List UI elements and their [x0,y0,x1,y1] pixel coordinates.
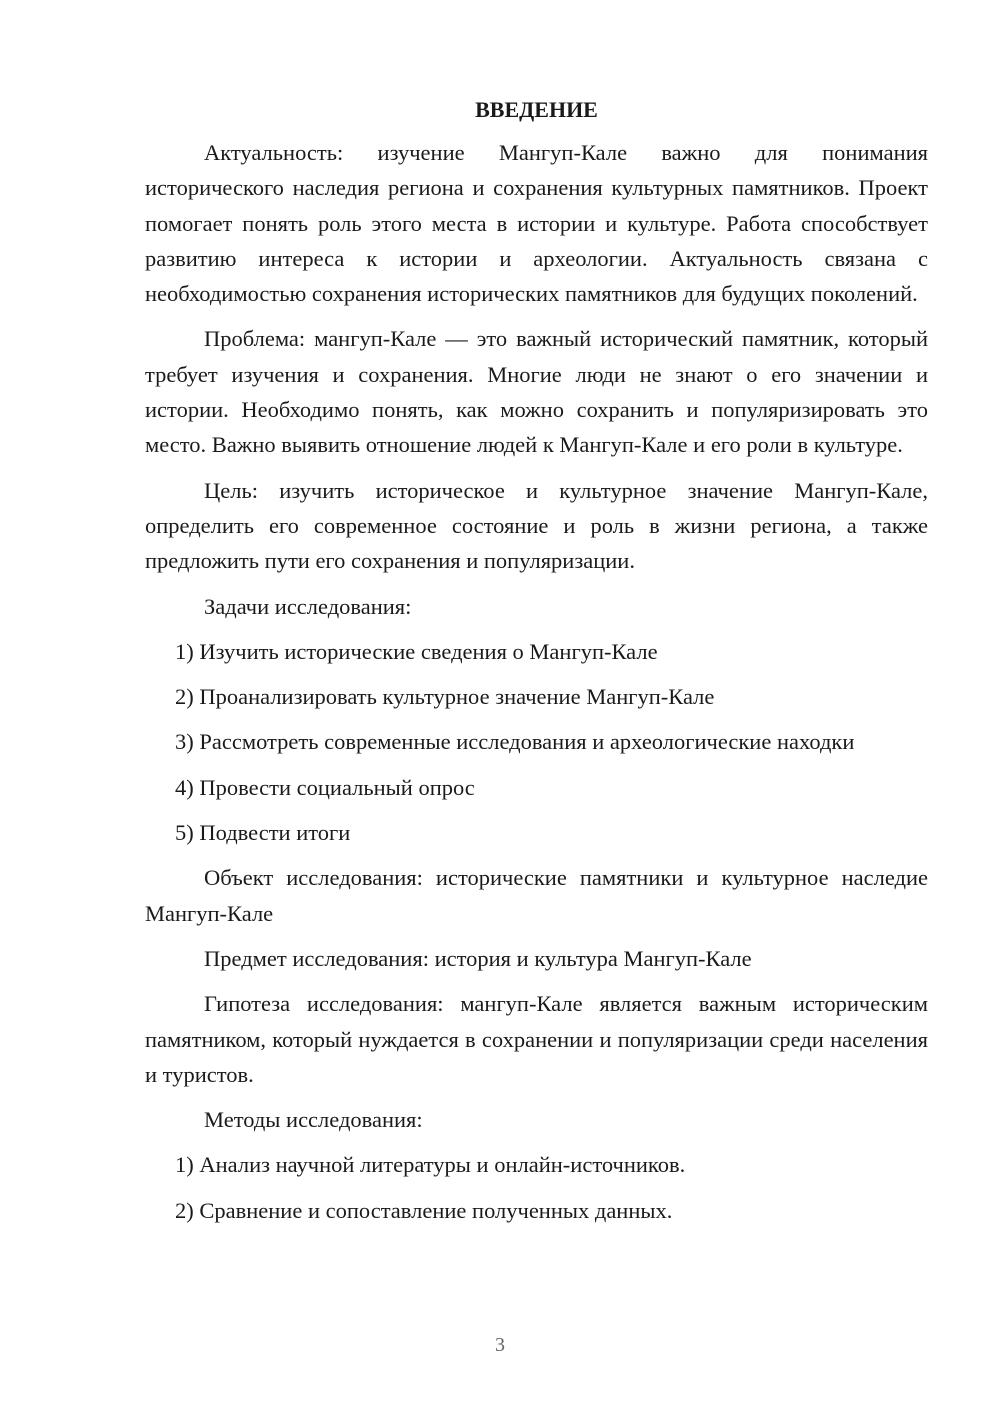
tasks-heading: Задачи исследования: [204,593,412,619]
list-item: 1) Анализ научной литературы и онлайн-источников. [175,1152,686,1178]
relevance-paragraph: Актуальность: изучение Мангуп-Кале важно для понимания исторического наследия региона и сохранения культурных памятников. Проект помогает понять роль этого места в истории и культуре. Работа способствует развитию интереса к истории и археологии. Актуальность связана с необходимостью сохранения исторических памятников для будущих поколений. [145,140,928,307]
list-item: 4) Провести социальный опрос [175,774,475,800]
hypothesis-paragraph: Гипотеза исследования: мангуп-Кале является важным историческим памятником, который нуждается в сохранении и популяризации среди населения и туристов. [145,991,928,1087]
methods-list [145,1147,928,1228]
list-item: 2) Проанализировать культурное значение Мангуп-Кале [175,684,715,710]
tasks-list [145,634,928,850]
problem-paragraph: Проблема: мангуп-Кале — это важный исторический памятник, который требует изучения и сохранения. Многие люди не знают о его значении и истории. Необходимо понять, как можно сохранить и популяризировать это место. Важно выявить отношение людей к Мангуп-Кале и его роли в культуре. [145,326,928,458]
document-page [145,96,928,1238]
subject-paragraph: Предмет исследования: история и культура Мангуп-Кале [204,945,752,971]
object-paragraph: Объект исследования: исторические памятники и культурное наследие Мангуп-Кале [145,865,928,926]
list-item: 1) Изучить исторические сведения о Мангуп-Кале [175,638,658,664]
section-heading: ВВЕДЕНИЕ [475,97,598,122]
page-number: 3 [495,1334,505,1356]
list-item: 2) Сравнение и сопоставление полученных данных. [175,1197,673,1223]
list-item: 5) Подвести итоги [175,820,351,846]
methods-heading: Методы исследования: [204,1107,423,1133]
list-item: 3) Рассмотреть современные исследования и археологические находки [175,729,855,755]
goal-paragraph: Цель: изучить историческое и культурное значение Мангуп-Кале, определить его современное состояние и роль в жизни региона, а также предложить пути его сохранения и популяризации. [145,477,928,574]
